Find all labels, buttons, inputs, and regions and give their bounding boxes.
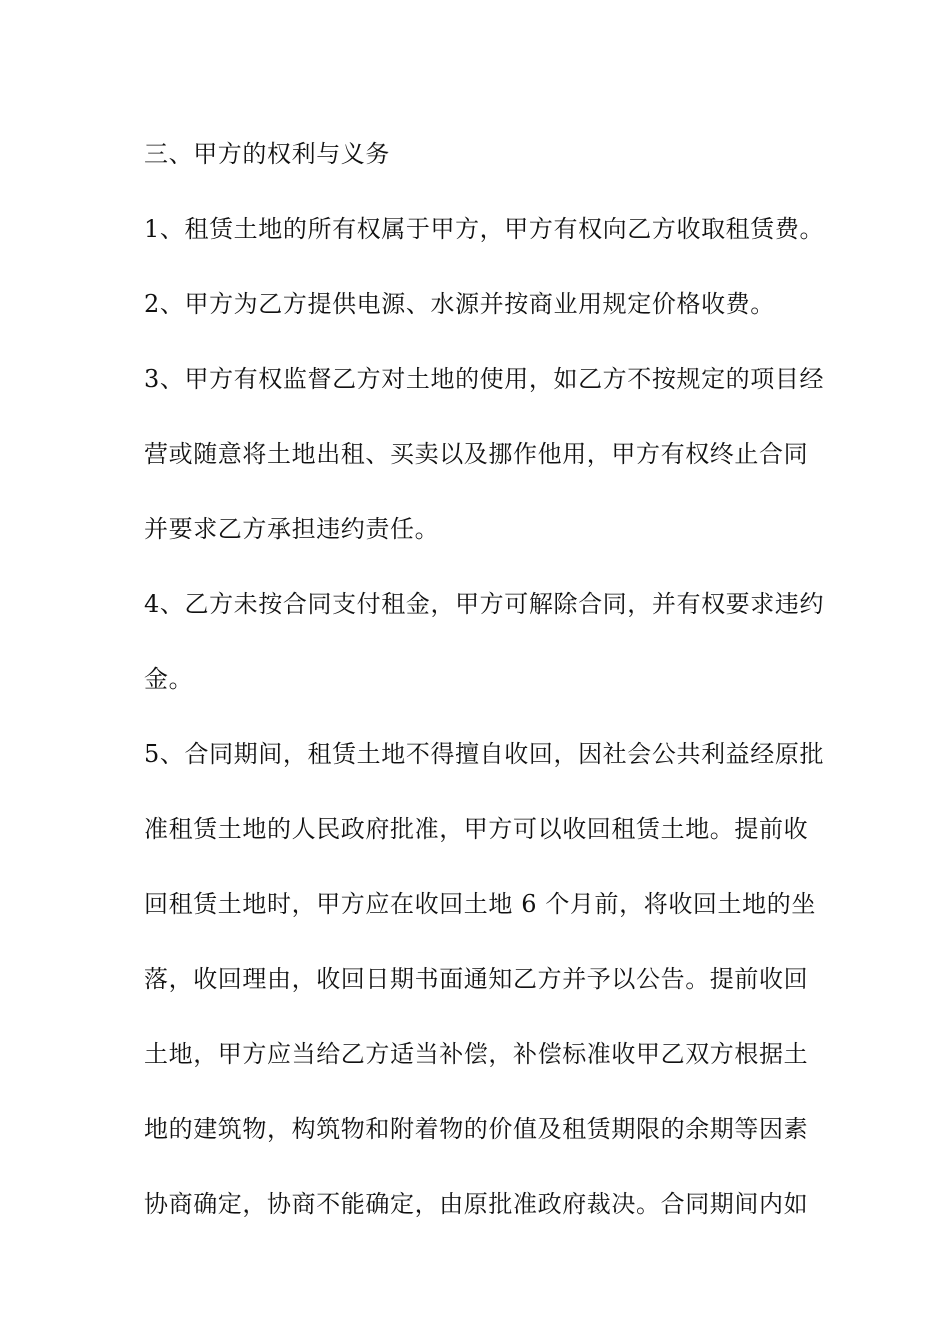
clause-3-line-2: 营或随意将土地出租、买卖以及挪作他用，甲方有权终止合同 bbox=[144, 440, 809, 468]
clause-5-line-4: 落，收回理由，收回日期书面通知乙方并予以公告。提前收回 bbox=[144, 965, 809, 993]
clause-5-line-6: 地的建筑物，构筑物和附着物的价值及租赁期限的余期等因素 bbox=[144, 1115, 809, 1143]
clause-5-line-1: 5、合同期间，租赁土地不得擅自收回，因社会公共利益经原批 bbox=[144, 740, 825, 768]
clause-5-line-3: 回租赁土地时，甲方应在收回土地 6 个月前，将收回土地的坐 bbox=[144, 890, 816, 918]
clause-2-line-1: 2、甲方为乙方提供电源、水源并按商业用规定价格收费。 bbox=[144, 290, 775, 318]
clause-3-line-1: 3、甲方有权监督乙方对土地的使用，如乙方不按规定的项目经 bbox=[144, 365, 825, 393]
clause-4-line-2: 金。 bbox=[144, 665, 194, 693]
clause-5-line-5: 土地，甲方应当给乙方适当补偿，补偿标准收甲乙双方根据土 bbox=[144, 1040, 809, 1068]
clause-3-line-3: 并要求乙方承担违约责任。 bbox=[144, 515, 440, 543]
clause-5-line-7: 协商确定，协商不能确定，由原批准政府裁决。合同期间内如 bbox=[144, 1190, 809, 1218]
clause-5-line-2: 准租赁土地的人民政府批准，甲方可以收回租赁土地。提前收 bbox=[144, 815, 809, 843]
clause-4-line-1: 4、乙方未按合同支付租金，甲方可解除合同，并有权要求违约 bbox=[144, 590, 825, 618]
section-heading: 三、甲方的权利与义务 bbox=[144, 140, 390, 168]
clause-1-line-1: 1、租赁土地的所有权属于甲方，甲方有权向乙方收取租赁费。 bbox=[144, 215, 825, 243]
